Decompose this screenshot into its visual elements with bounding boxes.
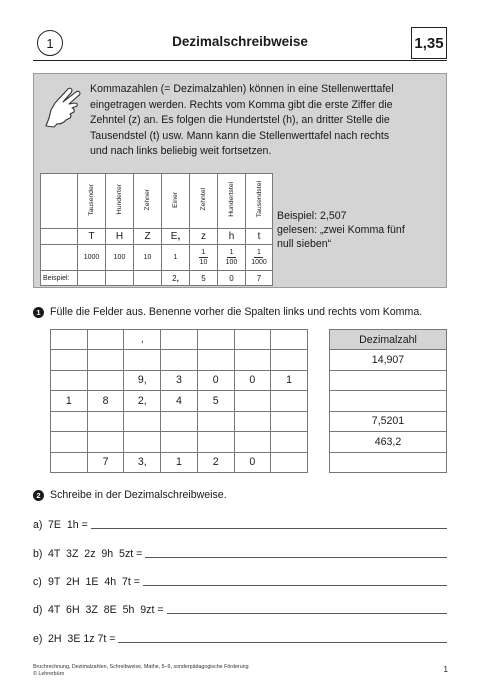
grid-cell[interactable]: 7	[87, 452, 124, 473]
column-header-hunderter	[106, 174, 134, 229]
grid-cell[interactable]: 0	[234, 370, 271, 391]
column-header-einer	[162, 174, 190, 229]
pointing-hand-icon	[45, 86, 83, 128]
decimal-cell[interactable]: 463,2	[330, 432, 447, 453]
grid-cell[interactable]: 1	[161, 452, 198, 473]
item-label: e)	[33, 633, 43, 645]
grid-cell[interactable]: 9,	[124, 370, 161, 391]
grid-cell[interactable]	[87, 411, 124, 432]
place-value-table	[40, 173, 273, 286]
answer-line-c	[33, 574, 447, 588]
fraction-numerator: 1	[201, 248, 206, 256]
task-number-badge: 2	[33, 490, 44, 501]
decimal-comma: ,	[176, 273, 179, 283]
page-title: Dezimalschreibweise	[172, 34, 308, 49]
grid-cell[interactable]: 0	[234, 452, 271, 473]
grid-cell[interactable]	[124, 350, 161, 371]
item-label: d)	[33, 604, 43, 616]
item-expression: 4T 6H 3Z 8E 5h 9zt =	[48, 604, 164, 616]
answer-line-a	[33, 517, 447, 531]
item-label: a)	[33, 519, 43, 531]
grid-cell[interactable]	[51, 432, 88, 453]
place-value: 1000	[78, 245, 106, 271]
grid-cell[interactable]: 8	[87, 391, 124, 412]
grid-cell[interactable]	[197, 411, 234, 432]
grid-cell[interactable]	[87, 350, 124, 371]
place-symbol-einer	[162, 229, 190, 245]
grid-header-cell[interactable]	[161, 330, 198, 350]
place-value-fraction	[190, 245, 218, 271]
place-value: 100	[106, 245, 134, 271]
intro-line: Kommazahlen (= Dezimalzahlen) können in eine Stellenwerttafel	[90, 83, 394, 95]
decimal-number-column	[329, 329, 447, 473]
answer-blank[interactable]	[143, 576, 447, 586]
worksheet-number	[37, 30, 63, 56]
grid-cell[interactable]	[87, 432, 124, 453]
column-label: Hundertstel	[228, 182, 235, 217]
place-symbol: H	[106, 229, 134, 245]
grid-cell[interactable]	[271, 391, 308, 412]
example-digit: 2	[172, 273, 177, 283]
grid-cell[interactable]	[124, 432, 161, 453]
example-text	[277, 209, 442, 251]
fraction-numerator: 1	[257, 248, 261, 256]
grid-header-cell[interactable]	[51, 330, 88, 350]
decimal-cell[interactable]: 7,5201	[330, 411, 447, 432]
grid-cell[interactable]	[161, 350, 198, 371]
place-value-fraction	[218, 245, 246, 271]
exercise-place-value-grid	[50, 329, 308, 473]
example-digit: 0	[218, 271, 246, 286]
decimal-comma: ,	[177, 231, 181, 242]
grid-cell[interactable]	[234, 432, 271, 453]
column-label: Tausendstel	[255, 181, 263, 218]
decimal-column-header: Dezimalzahl	[330, 330, 447, 350]
item-expression: 7E 1h =	[48, 519, 88, 531]
grid-cell[interactable]	[87, 370, 124, 391]
item-expression: 9T 2H 1E 4h 7t =	[48, 576, 140, 588]
grid-cell[interactable]	[197, 350, 234, 371]
place-table-corner	[41, 174, 78, 229]
grid-cell[interactable]	[234, 411, 271, 432]
table-row	[51, 432, 308, 453]
example-digit	[78, 271, 106, 286]
footer	[33, 664, 333, 678]
table-row	[51, 452, 308, 473]
example-digit: 5	[190, 271, 218, 286]
task-instruction-text: Fülle die Felder aus. Benenne vorher die Spalten links und rechts vom Komma.	[50, 306, 423, 318]
fraction-denominator: 1000	[251, 258, 267, 266]
answer-line-d	[33, 602, 447, 616]
table-row	[51, 411, 308, 432]
item-expression: 4T 3Z 2z 9h 5zt =	[48, 548, 143, 560]
place-value: 1	[162, 245, 190, 271]
intro-line: eingetragen werden. Rechts vom Komma gibt die erste Ziffer die	[90, 98, 393, 111]
place-value-fraction	[246, 245, 273, 271]
grid-cell[interactable]: 1	[271, 370, 308, 391]
place-symbol: z	[190, 229, 218, 245]
example-digit	[134, 271, 162, 286]
column-header-tausender	[78, 174, 106, 229]
grid-cell[interactable]: 5	[197, 391, 234, 412]
place-table-cell	[41, 229, 78, 245]
worksheet-code: 1,35	[411, 27, 447, 59]
task-2-instruction	[33, 489, 227, 501]
example-digit: 7	[246, 271, 273, 286]
footer-description: Bruchrechnung, Dezimalzahlen, Schreibweise, Mathe, 5–9, sonderpädagogische Förderung	[33, 664, 249, 670]
example-digit	[106, 271, 134, 286]
grid-cell[interactable]: 1	[51, 391, 88, 412]
grid-cell[interactable]	[51, 350, 88, 371]
grid-cell[interactable]: 2,	[124, 391, 161, 412]
intro-line: und nach links beliebig weit fortsetzen.	[90, 145, 272, 158]
grid-header-cell[interactable]	[271, 330, 308, 350]
fraction-denominator: 100	[225, 258, 238, 266]
grid-cell[interactable]	[271, 411, 308, 432]
answer-blank[interactable]	[118, 633, 447, 643]
example-reading: null sieben“	[277, 238, 332, 250]
grid-header-cell[interactable]	[87, 330, 124, 350]
grid-header-cell[interactable]: ,	[124, 330, 161, 350]
answer-blank[interactable]	[91, 519, 447, 529]
place-symbol: h	[218, 229, 246, 245]
answer-line-b	[33, 546, 447, 560]
table-row	[51, 350, 308, 371]
column-label: Zehntel	[200, 188, 207, 211]
example-row-label: Beispiel:	[41, 271, 78, 286]
column-label: Tausender	[88, 183, 95, 216]
grid-cell[interactable]	[51, 452, 88, 473]
grid-cell[interactable]	[51, 411, 88, 432]
intro-text	[90, 82, 442, 160]
grid-header-cell[interactable]	[234, 330, 271, 350]
place-table-cell	[41, 245, 78, 271]
example-reading: gelesen: „zwei Komma fünf	[277, 224, 405, 236]
fraction-denominator: 10	[199, 258, 208, 266]
grid-cell[interactable]	[271, 432, 308, 453]
grid-cell[interactable]: 4	[161, 391, 198, 412]
grid-cell[interactable]	[271, 452, 308, 473]
grid-cell[interactable]	[51, 370, 88, 391]
grid-cell[interactable]	[197, 432, 234, 453]
task-number-badge: 1	[33, 307, 44, 318]
column-label: Einer	[172, 191, 179, 208]
place-symbol: T	[78, 229, 106, 245]
example-digit-einer	[162, 271, 190, 286]
grid-cell[interactable]: 3,	[124, 452, 161, 473]
column-header-hundertstel	[218, 174, 246, 229]
column-header-zehner	[134, 174, 162, 229]
grid-cell[interactable]	[234, 350, 271, 371]
page-number: 1	[443, 665, 448, 674]
task-instruction-text: Schreibe in der Dezimalschreibweise.	[50, 489, 227, 501]
grid-cell[interactable]: 2	[197, 452, 234, 473]
grid-header-cell[interactable]	[197, 330, 234, 350]
fraction-numerator: 1	[229, 248, 234, 256]
item-expression: 2H 3E 1z 7t =	[48, 633, 116, 645]
column-header-tausendstel	[246, 174, 273, 229]
example-number: Beispiel: 2,507	[277, 210, 347, 222]
footer-copyright: © Lehrerbüro	[33, 671, 65, 677]
header-divider	[33, 60, 447, 61]
answer-blank[interactable]	[167, 604, 447, 614]
column-label: Hunderter	[116, 184, 123, 215]
grid-cell[interactable]	[124, 411, 161, 432]
decimal-cell[interactable]	[330, 452, 447, 473]
decimal-cell[interactable]	[330, 370, 447, 391]
grid-cell[interactable]: 0	[197, 370, 234, 391]
place-symbol: Z	[134, 229, 162, 245]
place-symbol: t	[246, 229, 273, 245]
table-row	[51, 370, 308, 391]
grid-cell[interactable]	[234, 391, 271, 412]
task-1-instruction	[33, 306, 422, 318]
place-value: 10	[134, 245, 162, 271]
worksheet-number-text: 1	[46, 35, 54, 51]
column-label: Zehner	[144, 188, 151, 211]
place-symbol: E	[170, 231, 178, 242]
table-row	[51, 391, 308, 412]
grid-cell[interactable]	[161, 411, 198, 432]
decimal-cell[interactable]	[330, 391, 447, 412]
answer-line-e	[33, 631, 447, 645]
item-label: c)	[33, 576, 42, 588]
grid-cell[interactable]: 3	[161, 370, 198, 391]
intro-line: Tausendstel (t) usw. Mann kann die Stellenwerttafel nach rechts	[90, 129, 390, 142]
column-header-zehntel	[190, 174, 218, 229]
item-label: b)	[33, 548, 43, 560]
grid-cell[interactable]	[271, 350, 308, 371]
grid-cell[interactable]	[161, 432, 198, 453]
decimal-cell[interactable]: 14,907	[330, 350, 447, 371]
answer-blank[interactable]	[145, 548, 447, 558]
intro-line: Zehntel (z) an. Es folgen die Hundertstel (h), an dritter Stelle die	[90, 114, 390, 127]
